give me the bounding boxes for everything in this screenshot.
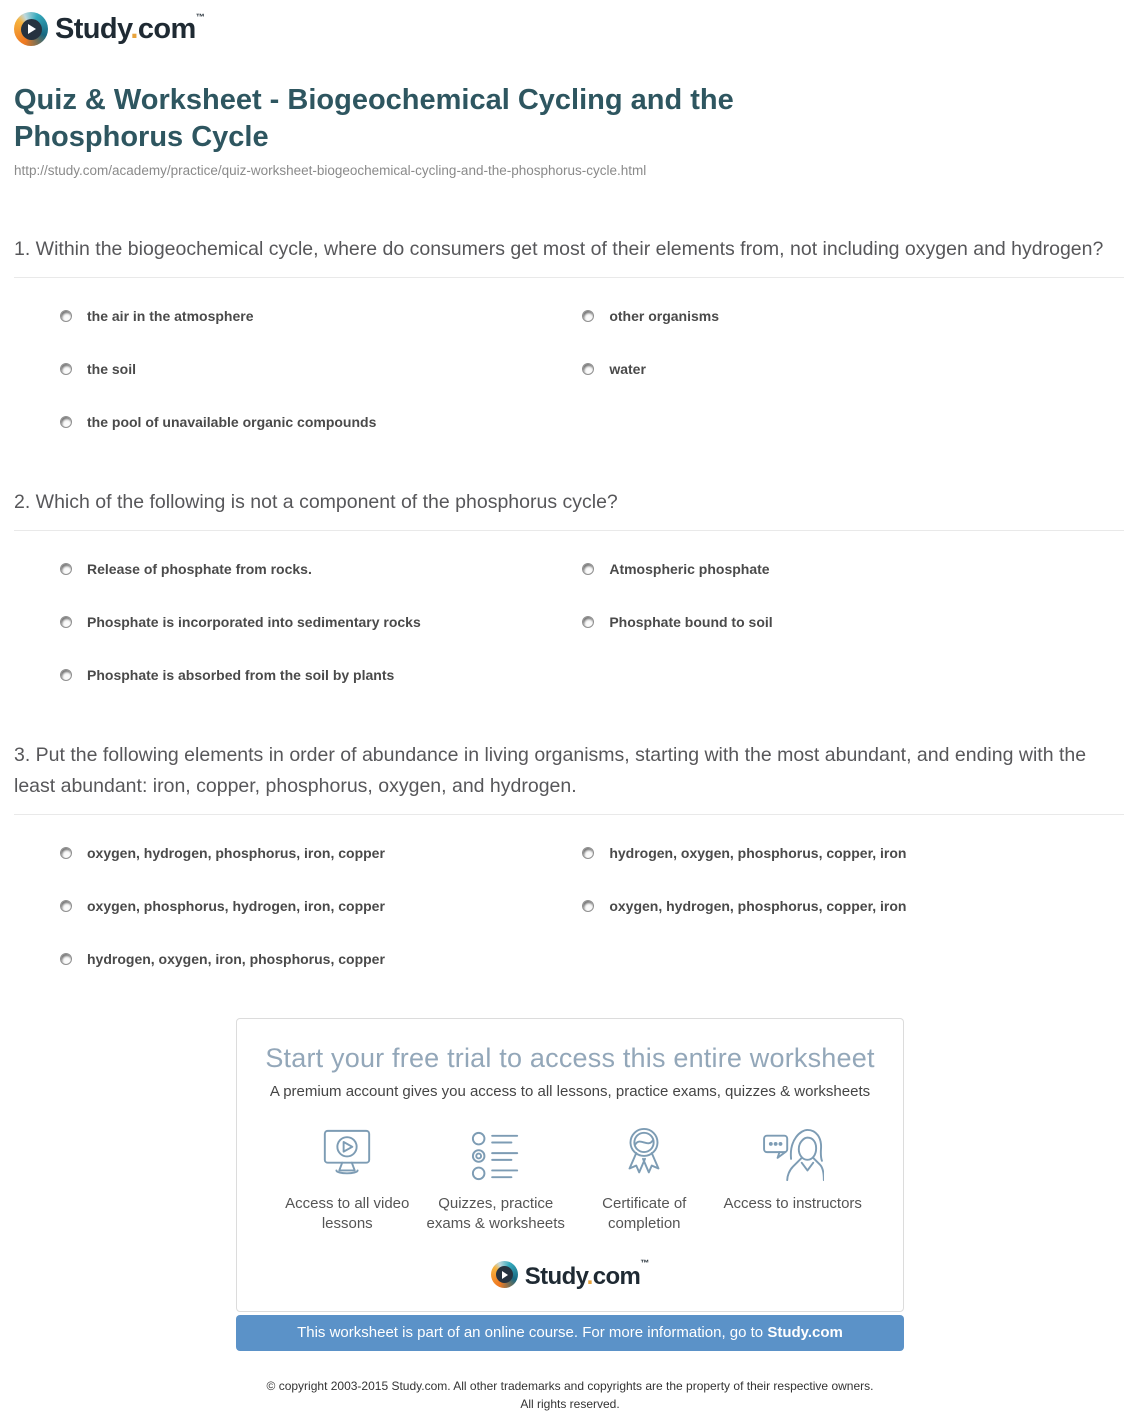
trademark-symbol: ™ (195, 12, 205, 22)
banner-studycom-link[interactable]: Study.com (767, 1324, 843, 1341)
wordmark-dot: . (130, 13, 138, 45)
radio-button[interactable] (60, 363, 72, 375)
wordmark-com: com (137, 13, 196, 45)
radio-button[interactable] (60, 563, 72, 575)
banner-text: This worksheet is part of an online course. For more information, go to (297, 1324, 768, 1341)
answer-option (60, 951, 582, 968)
question-text: 2. Which of the following is not a component of the phosphorus cycle? (14, 487, 1124, 531)
radio-button[interactable] (60, 953, 72, 965)
studycom-play-icon (14, 12, 48, 46)
copyright-notice (14, 1377, 1126, 1413)
answer-option (60, 561, 582, 578)
radio-button[interactable] (582, 363, 594, 375)
answer-option-label: other organisms (609, 308, 720, 324)
trademark-symbol: ™ (640, 1258, 650, 1268)
answer-option-label: Atmospheric phosphate (609, 561, 770, 577)
radio-button[interactable] (60, 416, 72, 428)
radio-button[interactable] (60, 310, 72, 322)
radio-button[interactable] (60, 900, 72, 912)
answer-option-label: hydrogen, oxygen, phosphorus, copper, iron (609, 845, 907, 861)
feature-label: Certificate of completion (602, 1195, 687, 1232)
answer-option-label: hydrogen, oxygen, iron, phosphorus, copper (87, 951, 385, 967)
answer-option-label: Phosphate bound to soil (609, 614, 773, 630)
answer-option-label: the pool of unavailable organic compounds (87, 414, 377, 430)
radio-button[interactable] (60, 847, 72, 859)
answer-option (582, 308, 1126, 325)
wordmark-study: Study (524, 1263, 587, 1290)
answer-option-label: oxygen, hydrogen, phosphorus, copper, iron (609, 898, 907, 914)
answer-option (60, 845, 582, 862)
answer-options (14, 308, 1126, 431)
answer-option-label: Release of phosphate from rocks. (87, 561, 312, 577)
answer-option-label: oxygen, phosphorus, hydrogen, iron, copper (87, 898, 385, 914)
trial-heading: Start your free trial to access this entire worksheet (265, 1043, 875, 1073)
studycom-wordmark (525, 1258, 650, 1291)
answer-option-label: Phosphate is absorbed from the soil by plants (87, 667, 395, 683)
radio-button[interactable] (582, 847, 594, 859)
wordmark-com: com (592, 1263, 641, 1290)
copyright-line-2: All rights reserved. (520, 1397, 620, 1411)
online-course-banner (236, 1315, 904, 1351)
radio-button[interactable] (60, 669, 72, 681)
answer-option (60, 614, 582, 631)
answer-option (582, 614, 1126, 631)
feature-label: Access to instructors (723, 1195, 862, 1212)
radio-button[interactable] (582, 616, 594, 628)
play-triangle-icon (502, 1271, 508, 1279)
feature-quizzes (422, 1126, 571, 1234)
studycom-logo (491, 1258, 650, 1291)
radio-button[interactable] (60, 616, 72, 628)
wordmark-dot: . (586, 1263, 593, 1290)
feature-instructors (719, 1126, 868, 1234)
answer-option (60, 308, 582, 325)
radio-button[interactable] (582, 310, 594, 322)
answer-option (582, 361, 1126, 378)
answer-option (582, 561, 1126, 578)
answer-option-label: oxygen, hydrogen, phosphorus, iron, copper (87, 845, 385, 861)
free-trial-panel (236, 1018, 904, 1312)
answer-option-label: Phosphate is incorporated into sedimentary rocks (87, 614, 421, 630)
question-text: 3. Put the following elements in order of abundance in living organisms, starting with the most abundant, and ending with the least abundant: iron, copper, phosphorus, oxygen, and hydrogen. (14, 740, 1124, 815)
feature-label: Access to all video lessons (285, 1195, 410, 1232)
answer-option (60, 667, 582, 684)
studycom-play-icon-inner (496, 1266, 513, 1283)
play-triangle-icon (28, 24, 36, 34)
question-block-2 (14, 487, 1126, 684)
feature-certificate (570, 1126, 719, 1234)
studycom-logo-footer (237, 1258, 903, 1291)
question-block-3 (14, 740, 1126, 968)
feature-video-lessons (273, 1126, 422, 1234)
quiz-list-icon (422, 1126, 571, 1182)
answer-option-label: water (609, 361, 646, 377)
answer-option-label: the air in the atmosphere (87, 308, 254, 324)
certificate-icon (570, 1126, 719, 1182)
studycom-logo (14, 12, 1126, 46)
answer-option (582, 845, 1126, 862)
answer-option (582, 898, 1126, 915)
question-text: 1. Within the biogeochemical cycle, where do consumers get most of their elements from, not including oxygen and hydrogen? (14, 234, 1124, 278)
source-url: http://study.com/academy/practice/quiz-worksheet-biogeochemical-cycling-and-the-phosphorus-cycle.html (14, 163, 647, 178)
answer-option-label: the soil (87, 361, 137, 377)
answer-options (14, 845, 1126, 968)
answer-options (14, 561, 1126, 684)
trial-subheading: A premium account gives you access to all lessons, practice exams, quizzes & worksheets (269, 1083, 871, 1100)
feature-list (237, 1100, 903, 1234)
answer-option (60, 361, 582, 378)
video-monitor-icon (273, 1126, 422, 1182)
wordmark-study: Study (55, 13, 131, 45)
feature-label: Quizzes, practice exams & worksheets (426, 1195, 565, 1232)
copyright-line-1: © copyright 2003-2015 Study.com. All other trademarks and copyrights are the property of their respective owners. (266, 1379, 874, 1393)
answer-option (60, 414, 582, 431)
answer-option (60, 898, 582, 915)
instructor-icon (719, 1126, 868, 1182)
question-block-1 (14, 234, 1126, 431)
page-title: Quiz & Worksheet - Biogeochemical Cycling and the Phosphorus Cycle (14, 84, 734, 153)
studycom-play-icon-inner (21, 19, 42, 40)
radio-button[interactable] (582, 563, 594, 575)
radio-button[interactable] (582, 900, 594, 912)
studycom-wordmark (55, 12, 205, 46)
studycom-play-icon (491, 1261, 518, 1288)
